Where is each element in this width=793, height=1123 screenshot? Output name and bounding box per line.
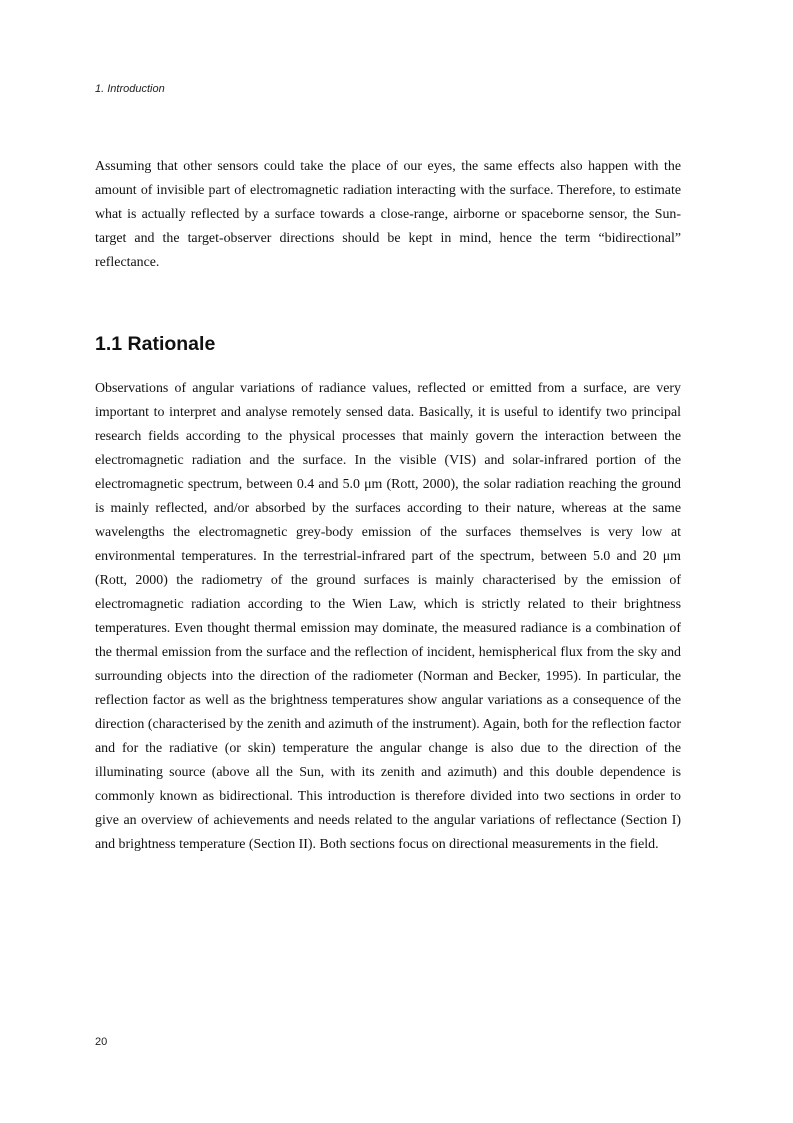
intro-paragraph: Assuming that other sensors could take the place of our eyes, the same effects also happen with the amount of invisible part of electromagnetic radiation interacting with the surface. Therefore, to estimate what is actually reflected by a surface towards a close-range, airborne or spaceborne sensor, the Sun-target and the target-observer directions should be kept in mind, hence the term “bidirectional” reflectance.: [95, 159, 681, 270]
rationale-paragraph: Observations of angular variations of radiance values, reflected or emitted from a surface, are very important to interpret and analyse remotely sensed data. Basically, it is useful to identify two principal research fields according to the physical processes that mainly govern the interaction between the electromagnetic radiation and the surface. In the visible (VIS) and solar-infrared portion of the electromagnetic spectrum, between 0.4 and 5.0 μm (Rott, 2000), the solar radiation reaching the ground is mainly reflected, and/or absorbed by the surfaces according to their nature, whereas at the same wavelengths the electromagnetic grey-body emission of the surfaces themselves is very low at environmental temperatures. In the terrestrial-infrared part of the spectrum, between 5.0 and 20 μm (Rott, 2000) the radiometry of the ground surfaces is mainly characterised by the emission of electromagnetic radiation according to the Wien Law, which is strictly related to their brightness temperatures. Even thought thermal emission may dominate, the measured radiance is a combination of the thermal emission from the surface and the reflection of incident, hemispherical flux from the sky and surrounding objects into the direction of the radiometer (Norman and Becker, 1995). In particular, the reflection factor as well as the brightness temperatures show angular variations as a consequence of the direction (characterised by the zenith and azimuth of the instrument). Again, both for the reflection factor and for the radiative (or skin) temperature the angular change is also due to the direction of the illuminating source (above all the Sun, with its zenith and azimuth) and this double dependence is commonly known as bidirectional. This introduction is therefore divided into two sections in order to give an overview of achievements and needs related to the angular variations of reflectance (Section I) and brightness temperature (Section II). Both sections focus on directional measurements in the field.: [95, 381, 681, 852]
page-number: 20: [95, 1036, 108, 1048]
running-header: 1. Introduction: [95, 83, 165, 95]
section-heading: 1.1 Rationale: [95, 333, 216, 355]
